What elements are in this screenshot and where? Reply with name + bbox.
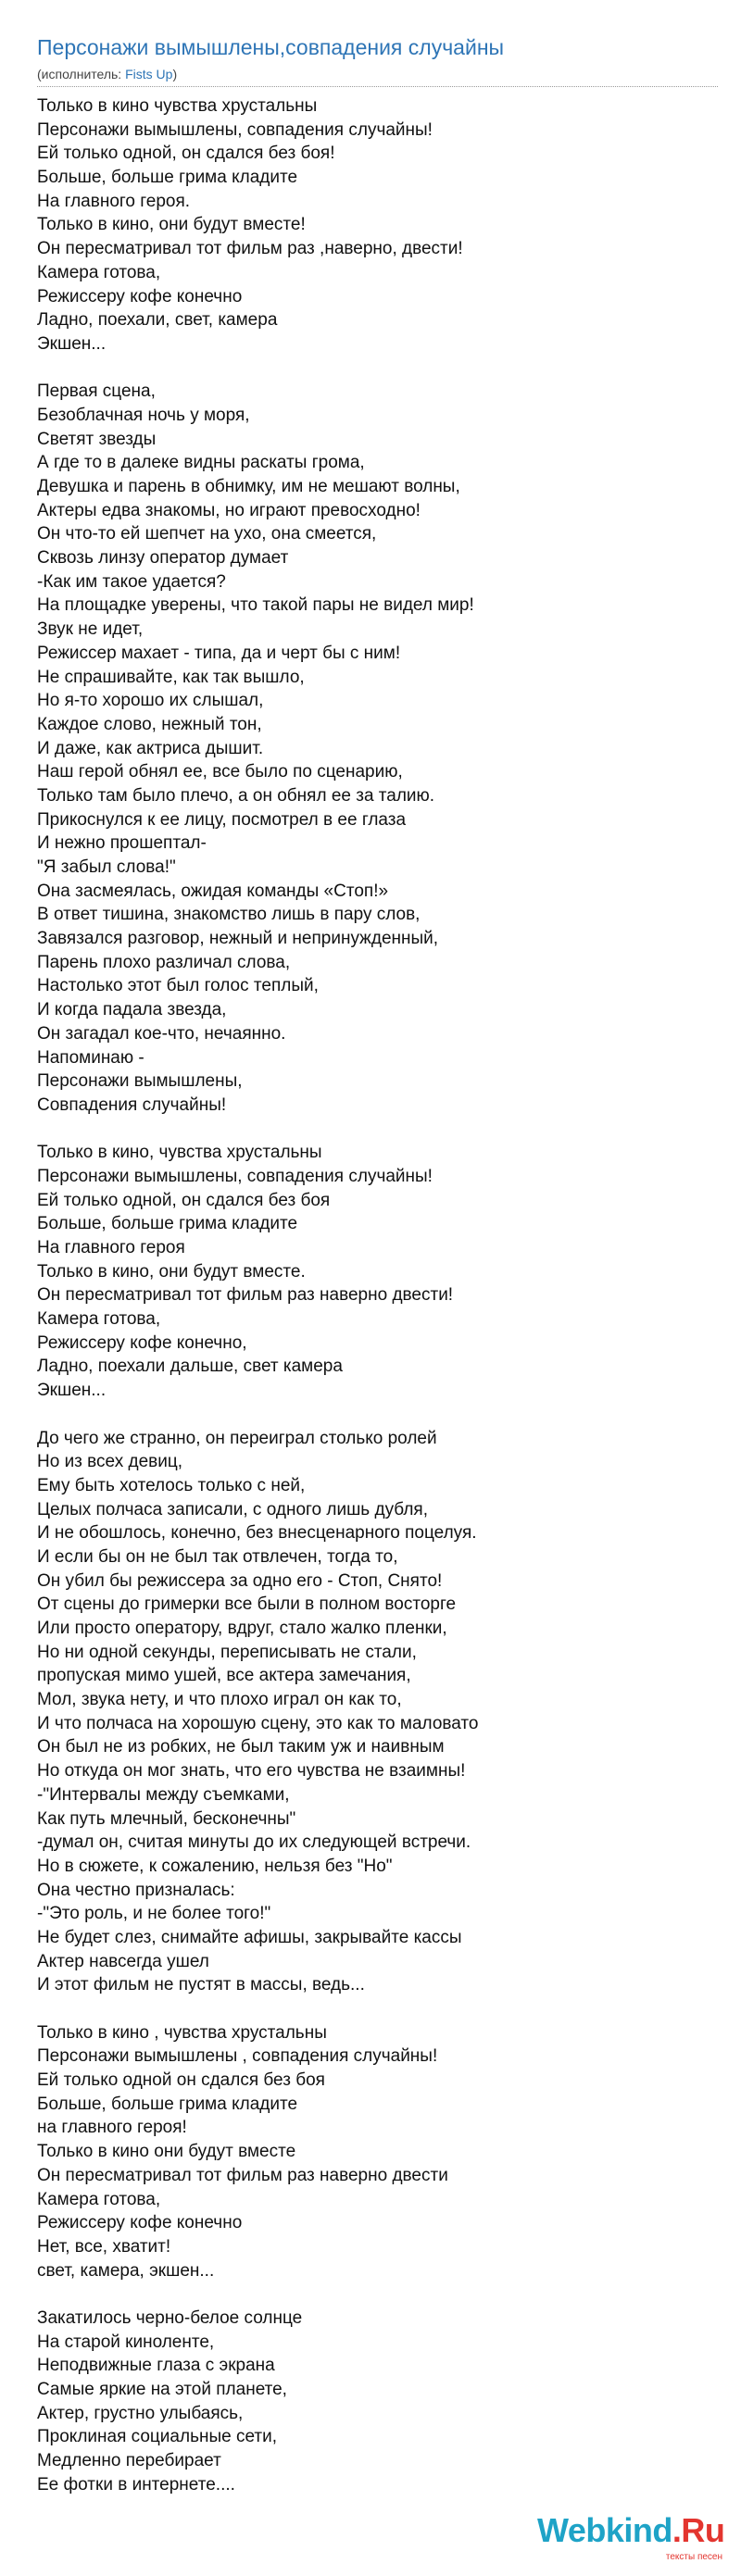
lyric-line: Первая сцена, [37,381,156,402]
lyric-line: Но в сюжете, к сожалению, нельзя без "Но" [37,1856,393,1876]
lyric-line: Он убил бы режиссера за одно его - Стоп, Снято! [37,1570,443,1591]
artist-line [37,67,177,81]
lyric-line: Он пересматривал тот фильм раз ,наверно, двести! [37,239,463,259]
lyric-line: Напоминаю - [37,1047,144,1068]
lyric-line: Ладно, поехали, свет, камера [37,310,278,331]
title-divider [37,86,718,88]
lyric-line: Он пересматривал тот фильм раз наверно двести! [37,1285,454,1306]
lyric-line: На площадке уверены, что такой пары не видел мир! [37,595,474,616]
lyric-line: Только в кино, они будут вместе. [37,1261,306,1282]
lyric-line: Актер навсегда ушел [37,1951,209,1971]
lyric-line: На главного героя [37,1238,185,1257]
lyric-line: И если бы он не был так отвлечен, тогда то, [37,1546,398,1567]
lyric-line: -Как им такое удается? [37,571,226,592]
lyric-line: Экшен... [37,1381,107,1401]
lyric-line: Ему быть хотелось только с ней, [37,1475,306,1495]
lyric-line: Только в кино, чувства хрустальны [37,1143,322,1163]
lyric-line: Он что-то ей шепчет на ухо, она смеется, [37,524,377,544]
lyric-line: И когда падала звезда, [37,1000,227,1020]
lyric-line: Звук не идет, [37,619,144,640]
lyric-line: Режиссеру кофе конечно, [37,1332,247,1353]
lyric-line: Ее фотки в интернете.... [37,2474,235,2495]
lyric-line: на главного героя! [37,2118,187,2138]
artist-suffix: ) [172,67,178,81]
lyric-line [37,1118,722,1142]
lyric-line: В ответ тишина, знакомство лишь в пару слов, [37,905,421,925]
lyric-line: Завязался разговор, нежный и непринужденный, [37,929,439,949]
lyric-line: Или просто оператору, вдруг, стало жалко пленки, [37,1619,447,1638]
logo-tagline: тексты песен [665,2552,722,2562]
logo-wordmark [537,2511,724,2550]
lyric-line: Актеры едва знакомы, но играют превосходно! [37,500,421,520]
lyric-line [37,2282,722,2307]
lyric-line: Режиссеру кофе конечно [37,2213,243,2233]
lyric-line: И нежно прошептал- [37,833,207,854]
lyric-line [37,1997,722,2021]
lyric-line: Безоблачная ночь у моря, [37,405,250,425]
lyric-line: Она честно призналась: [37,1880,235,1900]
lyric-line: Только в кино , чувства хрустальны [37,2022,327,2043]
lyric-line: пропуская мимо ушей, все актера замечания, [37,1666,411,1686]
webkind-logo[interactable] [537,2511,732,2569]
lyric-line: Только там было плечо, а он обнял ее за талию. [37,785,435,806]
lyric-line: Ей только одной, он сдался без боя! [37,144,335,164]
lyric-line: От сцены до гримерки все были в полном восторге [37,1594,457,1615]
lyric-line: Он пересматривал тот фильм раз наверно двести [37,2165,448,2185]
lyric-line: -"Это роль, и не более того!" [37,1904,271,1924]
logo-tld: .Ru [672,2511,725,2549]
lyric-line: Он был не из робких, не был таким уж и наивным [37,1737,445,1757]
lyric-line: Каждое слово, нежный тон, [37,714,262,734]
lyric-line: Но ни одной секунды, переписывать не стали, [37,1642,417,1662]
lyric-line: А где то в далеке видны раскаты грома, [37,453,365,473]
lyric-line: Экшен... [37,333,107,354]
lyric-line: Как путь млечный, бесконечны" [37,1808,296,1829]
lyric-line: Актер, грустно улыбаясь, [37,2403,244,2423]
artist-prefix: (исполнитель: [37,67,126,81]
lyric-line: Но я-то хорошо их слышал, [37,691,264,711]
lyric-line: Парень плохо различал слова, [37,952,291,972]
lyric-line: Больше, больше грима кладите [37,168,298,188]
lyric-line: Самые яркие на этой планете, [37,2380,287,2399]
lyric-line: свет, камера, экшен... [37,2260,215,2281]
lyric-line [37,356,722,381]
lyric-line: Сквозь линзу оператор думает [37,548,289,569]
lyric-line: Она засмеялась, ожидая команды «Стоп!» [37,881,389,901]
lyric-line: Совпадения случайны! [37,1094,227,1115]
lyric-line: -"Интервалы между съемками, [37,1784,290,1805]
lyrics-body [37,94,722,2496]
lyric-line: Режиссер махает - типа, да и черт бы с ним! [37,643,401,663]
lyric-line: Ей только одной, он сдался без боя [37,1190,331,1210]
lyric-line: Ей только одной он сдался без боя [37,2070,325,2091]
lyric-line: Только в кино они будут вместе [37,2142,296,2162]
artist-link[interactable]: Fists Up [125,67,173,81]
lyric-line: Проклиная социальные сети, [37,2427,277,2447]
lyric-line: Режиссеру кофе конечно [37,286,243,306]
lyric-line: И даже, как актриса дышит. [37,738,264,758]
lyric-line: Персонажи вымышлены, совпадения случайны! [37,1166,433,1186]
lyric-line: Не будет слез, снимайте афишы, закрывайте кассы [37,1927,462,1947]
page-title: Персонажи вымышлены,совпадения случайны [37,35,505,59]
lyric-line: Больше, больше грима кладите [37,1214,298,1234]
lyric-line: Больше, больше грима кладите [37,2094,298,2114]
lyric-line: Наш герой обнял ее, все было по сценарию, [37,762,403,782]
lyric-line: Камера готова, [37,1309,161,1330]
lyric-line: Светят звезды [37,429,157,449]
lyric-line: Неподвижные глаза с экрана [37,2356,275,2376]
lyric-line: Но откуда он мог знать, что его чувства не взаимны! [37,1761,466,1782]
logo-name: Webkind [537,2511,672,2549]
lyric-line: Камера готова, [37,262,161,282]
lyric-line: Только в кино, они будут вместе! [37,215,306,235]
lyric-line: Персонажи вымышлены, совпадения случайны! [37,119,433,140]
lyric-line: И что полчаса на хорошую сцену, это как то маловато [37,1713,479,1733]
lyric-line: До чего же странно, он переиграл столько ролей [37,1428,437,1448]
lyric-line: "Я забыл слова!" [37,857,176,877]
lyric-line: Закатилось черно-белое солнце [37,2307,303,2328]
lyric-line: Настолько этот был голос теплый, [37,976,319,996]
lyric-line: Девушка и парень в обнимку, им не мешают волны, [37,477,460,496]
lyric-line: Только в кино чувства хрустальны [37,96,318,116]
lyric-line: Медленно перебирает [37,2451,221,2471]
lyric-line: И не обошлось, конечно, без внесценарного поцелуя. [37,1523,477,1544]
lyric-line: Нет, все, хватит! [37,2236,171,2257]
lyric-line: Персонажи вымышлены, [37,1071,243,1092]
lyric-line: На главного героя. [37,191,191,211]
lyric-line: Камера готова, [37,2189,161,2209]
lyric-line: Но из всех девиц, [37,1452,183,1472]
lyric-line: -думал он, считая минуты до их следующей встречи. [37,1832,471,1853]
lyric-line: Ладно, поехали дальше, свет камера [37,1357,343,1377]
lyric-line: Не спрашивайте, как так вышло, [37,667,305,687]
lyric-line: Мол, звука нету, и что плохо играл он как то, [37,1690,402,1710]
lyric-line: Он загадал кое-что, нечаянно. [37,1023,286,1044]
lyric-line: Целых полчаса записали, с одного лишь дубля, [37,1499,428,1519]
lyric-line: Прикоснулся к ее лицу, посмотрел в ее глаза [37,809,407,830]
lyric-line: На старой киноленте, [37,2332,215,2352]
lyric-line: Персонажи вымышлены , совпадения случайны! [37,2046,438,2067]
lyric-line: И этот фильм не пустят в массы, ведь... [37,1975,365,1995]
lyric-line [37,1403,722,1427]
